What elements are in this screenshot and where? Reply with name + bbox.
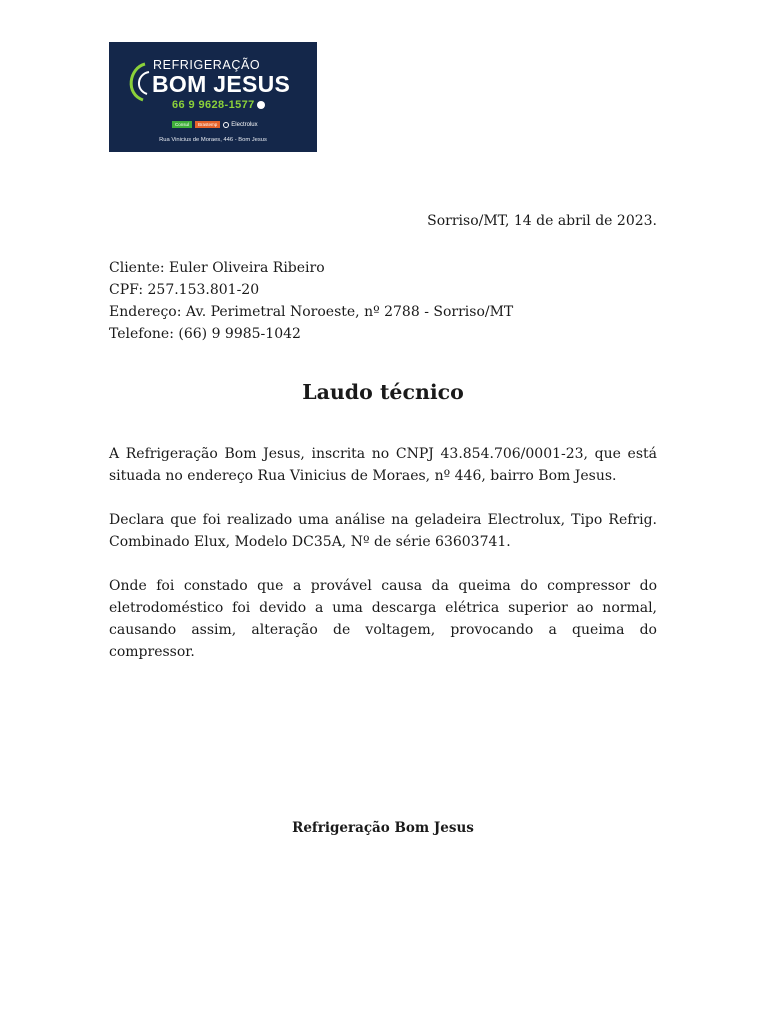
whatsapp-icon: [257, 101, 265, 109]
client-phone: Telefone: (66) 9 9985-1042: [109, 326, 301, 342]
electrolux-icon: [223, 122, 229, 128]
document-title: Laudo técnico: [302, 380, 464, 404]
company-logo: [109, 42, 317, 152]
brand-electrolux-wrap: [223, 122, 257, 128]
logo-line2: BOM JESUS: [152, 71, 291, 97]
brand-consul: Consul: [172, 121, 192, 128]
client-cpf: CPF: 257.153.801-20: [109, 282, 260, 298]
brand-brastemp: Brastemp: [195, 121, 220, 128]
document-date: Sorriso/MT, 14 de abril de 2023.: [427, 213, 657, 229]
signature: Refrigeração Bom Jesus: [292, 820, 474, 836]
paragraph-analysis: Declara que foi realizado uma análise na geladeira Electrolux, Tipo Refrig. Combinado Elux, Modelo DC35A, Nº de série 63603741.: [109, 512, 657, 550]
brand-electrolux: Electrolux: [231, 121, 258, 128]
client-name: Cliente: Euler Oliveira Ribeiro: [109, 260, 325, 276]
logo-address: Rua Vinicius de Moraes, 446 - Bom Jesus: [159, 137, 267, 143]
brand-strip: [172, 120, 258, 129]
swoosh-icon: [123, 60, 153, 104]
client-address: Endereço: Av. Perimetral Noroeste, nº 2788 - Sorriso/MT: [109, 304, 514, 320]
paragraph-conclusion: Onde foi constado que a provável causa da queima do compressor do eletrodoméstico foi devido a uma descarga elétrica superior ao normal, causando assim, alteração de voltagem, provocando a queima do compressor.: [109, 578, 657, 660]
client-info: [109, 257, 513, 345]
logo-phone: 66 9 9628-1577: [172, 99, 255, 111]
paragraph-company: A Refrigeração Bom Jesus, inscrita no CNPJ 43.854.706/0001-23, que está situada no endereço Rua Vinicius de Moraes, nº 446, bairro Bom Jesus.: [109, 446, 657, 484]
logo-line1: REFRIGERAÇÃO: [153, 58, 261, 72]
